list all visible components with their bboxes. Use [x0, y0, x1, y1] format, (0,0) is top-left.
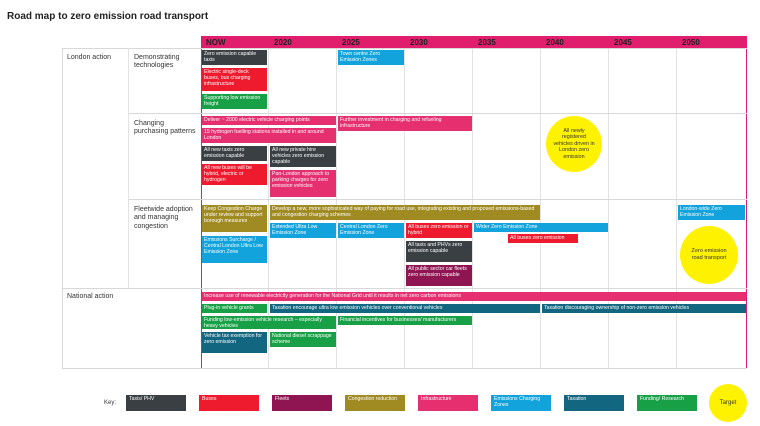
target-newly-registered: All newly registered vehicles driven in London zero emission — [546, 116, 602, 172]
bar-taxation-encourage: Taxation encourage ultra low emission vehicles over conventional vehicles — [270, 304, 540, 313]
bar-all-buses-zero: All buses zero emission — [508, 234, 578, 243]
year-2020: 2020 — [274, 38, 292, 47]
national-action-label: National action — [67, 293, 114, 300]
bar-taxis-phv-zec: All taxis and PHVs zero emission capable — [406, 241, 472, 262]
key-funding: Funding/ Research — [637, 395, 697, 411]
london-action-label: London action — [67, 54, 111, 61]
bar-public-sector-fleets: All public sector car fleets zero emission capable — [406, 265, 472, 286]
bar-low-emission-freight: Supporting low emission freight — [202, 94, 267, 109]
key-target: Target — [709, 384, 747, 422]
key-taxis: Taxis/ PHV — [126, 395, 186, 411]
row-label-purchasing: Changing purchasing patterns — [134, 120, 196, 136]
bar-plug-in-grants: Plug-in vehicle grants — [202, 304, 267, 313]
key-fleets: Fleets — [272, 395, 332, 411]
row-label-demonstrating: Demonstrating technologies — [134, 54, 180, 70]
grid-line — [676, 48, 677, 368]
row-divider — [62, 288, 747, 289]
column-divider — [128, 48, 129, 288]
key-label: Key: — [104, 400, 117, 406]
grid-line — [608, 48, 609, 368]
key-buses: Buses — [199, 395, 259, 411]
key-congestion: Congestion reduction — [345, 395, 405, 411]
bar-road-user-charging: Develop a new, more sophisticated way of paying for road use, integrating existing and proposed emissions-based and congestion charging schemes — [270, 205, 540, 220]
row-divider — [128, 113, 747, 114]
row-divider — [128, 199, 747, 200]
year-now: NOW — [206, 38, 226, 47]
year-2030: 2030 — [410, 38, 428, 47]
bar-taxation-discourage: Taxation discouraging ownership of non-zero emission vehicles — [542, 304, 746, 313]
bar-renewable-electricity: Increase use of renewable electricity generation for the National Grid until it results in net zero carbon emissions — [202, 292, 746, 301]
year-2025: 2025 — [342, 38, 360, 47]
bar-new-taxis-zec: All new taxis zero emission capable — [202, 146, 267, 161]
year-2050: 2050 — [682, 38, 700, 47]
bar-london-wide-zez: London-wide Zero Emission Zone — [678, 205, 745, 220]
bar-new-buses-hybrid: All new buses will be hybrid, electric or hydrogen — [202, 164, 267, 185]
bar-new-phv-zec: All new private hire vehicles zero emission capable — [270, 146, 336, 167]
bar-wider-zez: Wider Zero Emission Zone — [474, 223, 608, 232]
bar-diesel-scrappage: National diesel scrappage scheme — [270, 332, 336, 347]
bar-further-investment: Further investment in charging and refueling infrastructure — [338, 116, 472, 131]
key-emission-zones: Emissions Charging Zones — [491, 395, 551, 411]
key-taxation: Taxation — [564, 395, 624, 411]
bar-financial-incentives: Financial incentives for businesses/ manufacturers — [338, 316, 472, 325]
row-divider — [62, 48, 747, 49]
bar-electric-buses: Electric single-deck buses, bus charging infrastructure — [202, 68, 267, 91]
bar-charging-points: Deliver ~ 2000 electric vehicle charging points — [202, 116, 336, 125]
bar-buses-zero-or-hybrid: All buses zero emission or hybrid — [406, 223, 472, 238]
year-2040: 2040 — [546, 38, 564, 47]
bar-vehicle-tax-exemption: Vehicle tax exemption for zero emission — [202, 332, 267, 353]
page-title: Road map to zero emission road transport — [7, 11, 209, 22]
key-infrastructure: Infrastructure — [418, 395, 478, 411]
bar-hydrogen-stations: 15 hydrogen fuelling stations installed in and around London — [202, 128, 336, 143]
bar-extended-ulez: Extended Ultra Low Emission Zone — [270, 223, 336, 238]
bar-central-london-zez: Central London Zero Emission Zone — [338, 223, 404, 238]
bar-funding-research: Funding low-emission vehicle research – especially heavy vehicles — [202, 316, 336, 329]
year-2045: 2045 — [614, 38, 632, 47]
row-label-fleetwide: Fleetwide adoption and managing congestion — [134, 206, 193, 230]
year-2035: 2035 — [478, 38, 496, 47]
bar-congestion-charge-review: Keep Congestion Charge under review and support borough measures — [202, 205, 267, 232]
grid-line — [540, 48, 541, 368]
bar-town-centre-zez: Town centre Zero Emission Zones — [338, 50, 404, 65]
bar-zero-emission-taxis: Zero emission capable taxis — [202, 50, 267, 65]
row-divider — [62, 368, 747, 369]
target-zero-emission-transport: Zero emission road transport — [680, 226, 738, 284]
bar-parking-charges: Pan-London approach to parking charges for zero emission vehicles — [270, 170, 336, 197]
left-border — [62, 48, 63, 368]
bar-emissions-surcharge: Emissions Surcharge / Central London Ultra Low Emission Zone — [202, 236, 267, 263]
